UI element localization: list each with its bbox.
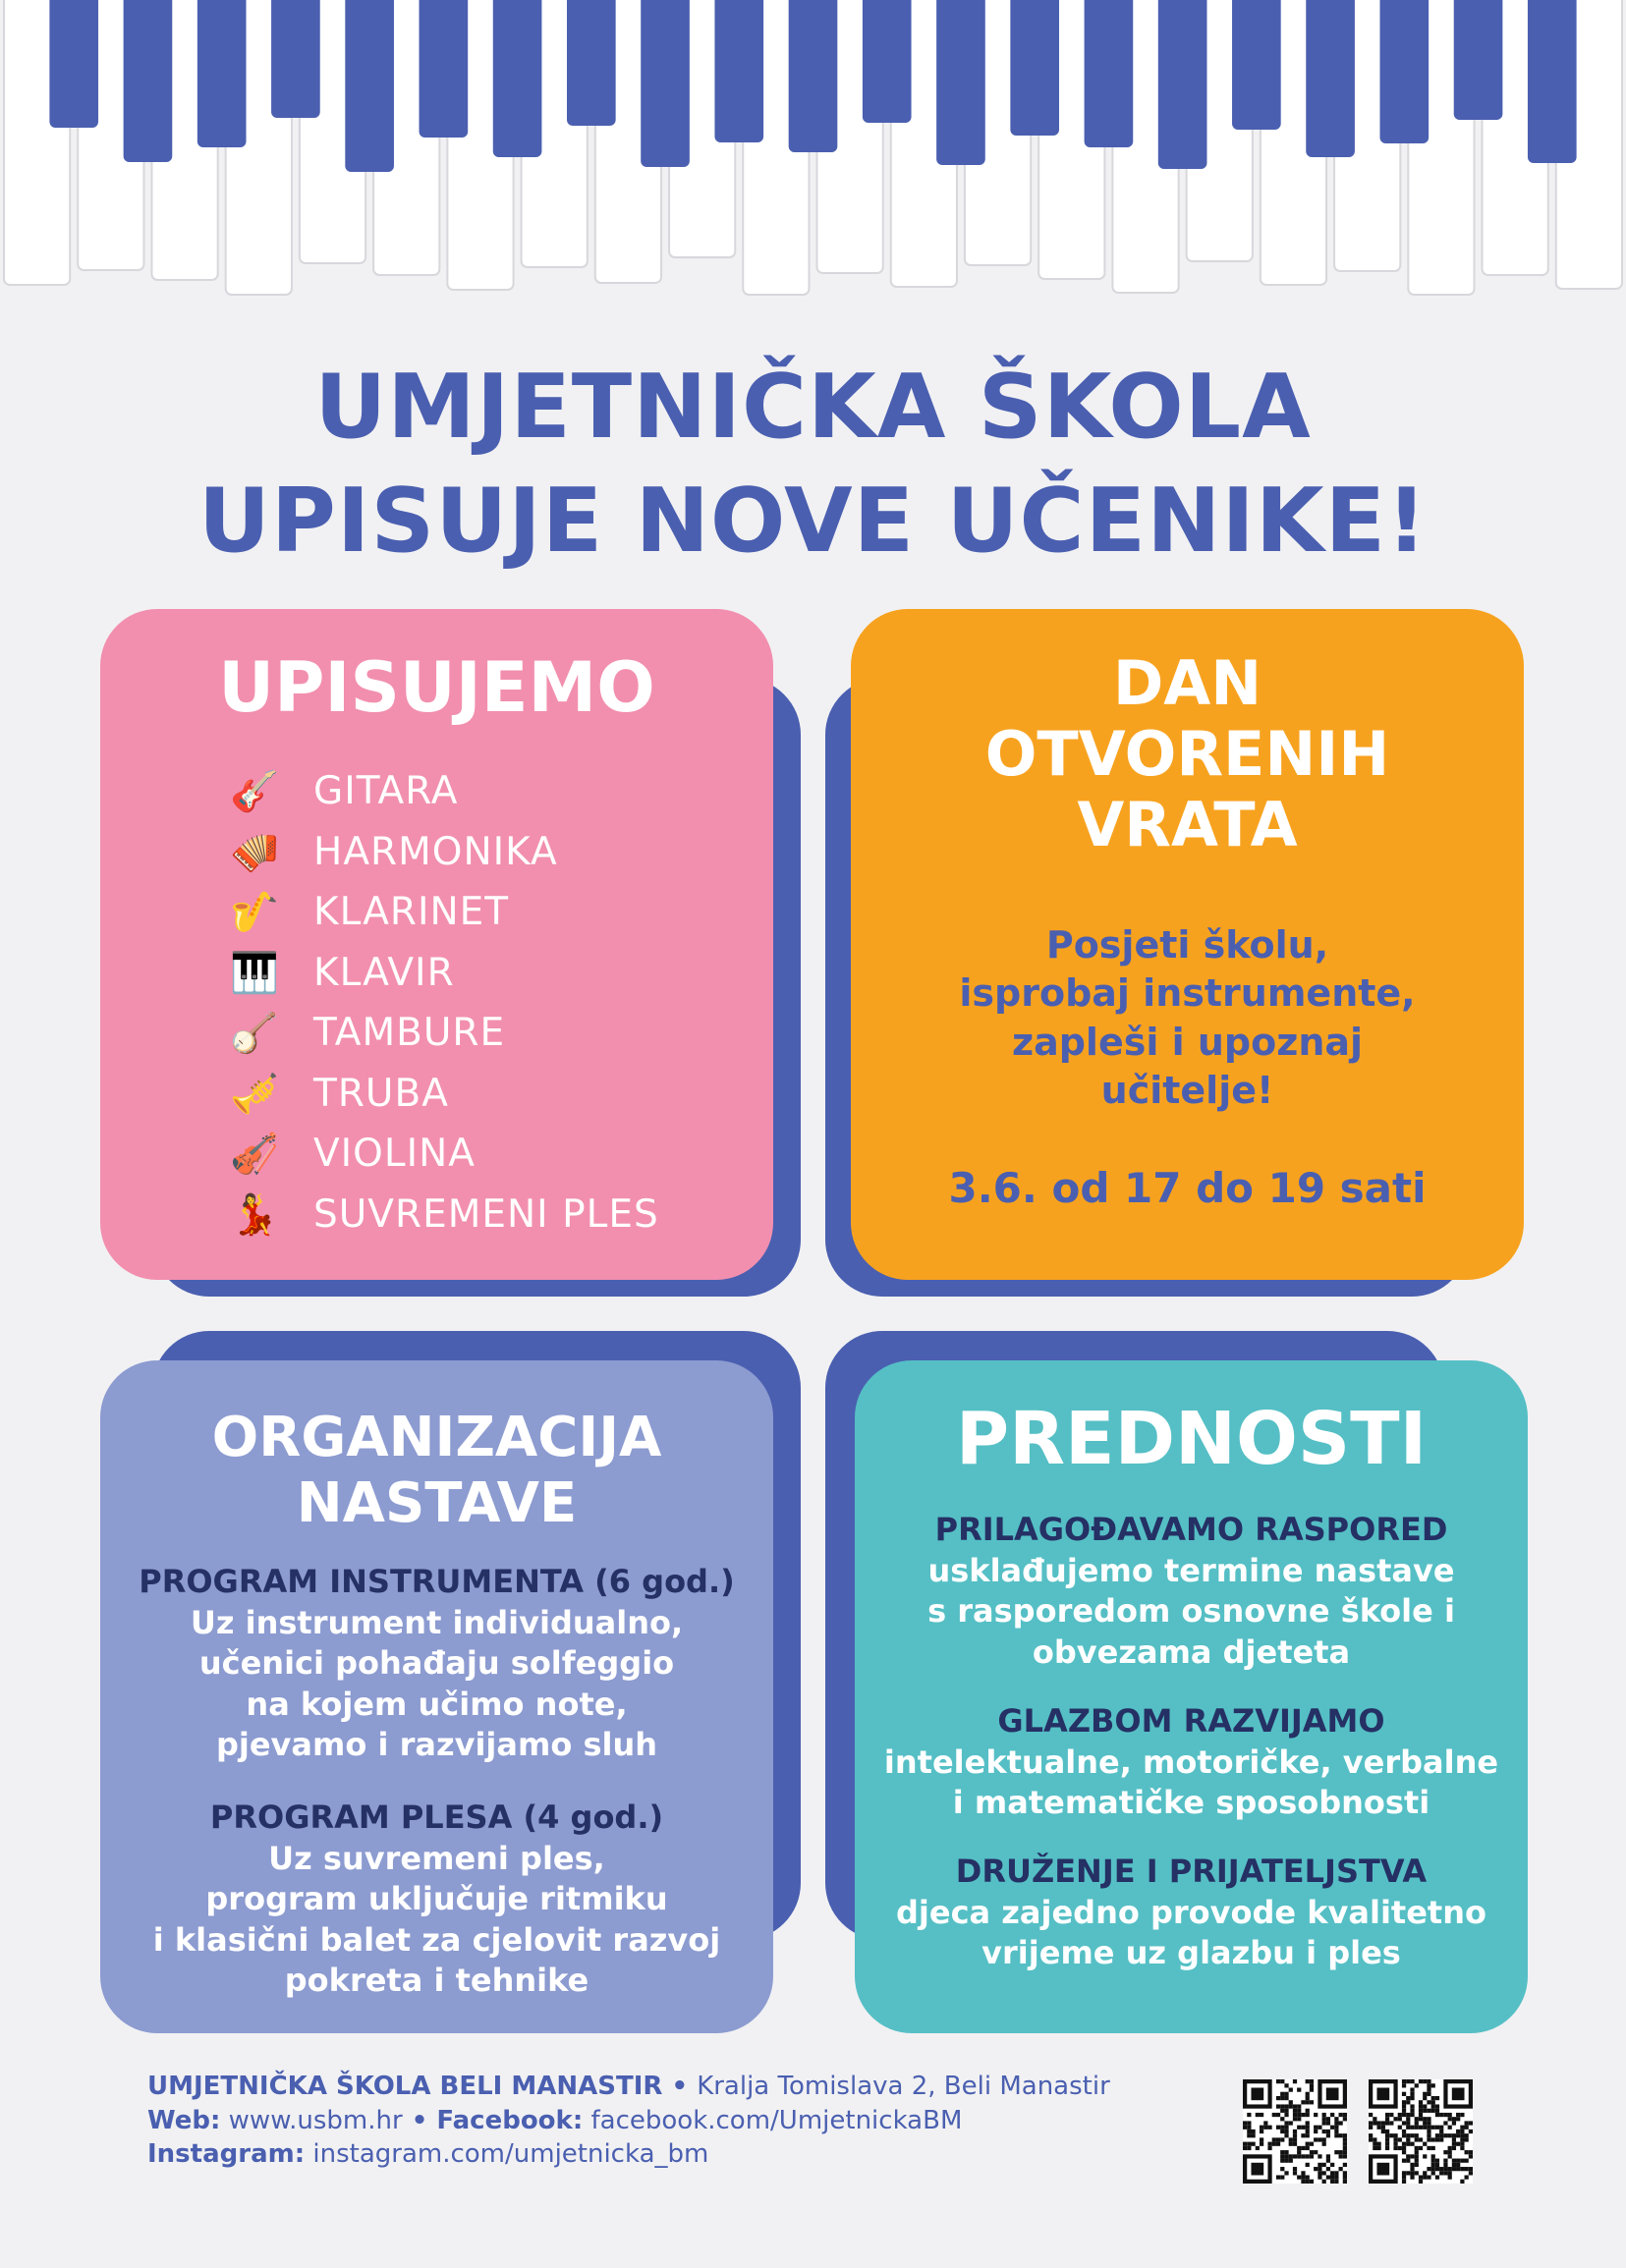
piano-keys-decoration [0,0,1626,324]
dan-heading [851,648,1524,860]
instrument-label: TAMBURE [313,1011,506,1056]
footer-line2 [147,2104,1110,2138]
piano-black-key [49,0,98,128]
dan-description [851,921,1524,1116]
instrument-label: VIOLINA [313,1132,476,1177]
program-plesa-line3: i klasični balet za cjelovit razvoj [152,1920,721,1959]
instrument-item [223,1064,659,1125]
prednosti-heading: PREDNOSTI [955,1397,1428,1481]
dan-date: 3.6. od 17 do 19 sati [948,1164,1427,1212]
glazbom-title: GLAZBOM RAZVIJAMO [997,1702,1385,1740]
instrument-label: SUVREMENI PLES [313,1191,659,1237]
piano-black-key [1379,0,1429,143]
guitar-icon: 🎸 [230,769,279,815]
tambura-icon: 🪕 [230,1011,279,1057]
dan-otvorenih-vrata-panel [851,609,1524,1280]
footer-contact [147,2070,1110,2172]
instrument-item [223,822,659,883]
organizacija-heading-line2: NASTAVE [296,1471,578,1536]
instrument-label: HARMONIKA [313,829,558,874]
program-plesa-line4: pokreta i tehnike [284,1962,589,2000]
dancer-icon: 💃 [230,1191,279,1238]
dan-heading-line1: DAN [1112,647,1262,719]
piano-black-key [345,0,394,172]
dan-heading-line3: VRATA [1077,788,1298,860]
instrument-label: KLARINET [313,890,510,935]
piano-icon: 🎹 [230,950,279,996]
piano-black-key [1454,0,1503,120]
druzenje-block [855,1852,1528,1974]
dan-desc-line2: isprobaj instrumente, [959,971,1416,1016]
dan-desc-line3: zapleši i upoznaj [1011,1020,1364,1064]
footer-school-name: UMJETNIČKA ŠKOLA BELI MANASTIR [147,2072,663,2101]
program-instrumenta-block [100,1562,773,1766]
program-instrumenta-line1: Uz instrument individualno, [190,1603,684,1641]
footer-address: Kralja Tomislava 2, Beli Manastir [697,2072,1110,2101]
footer-separator: • [402,2105,437,2135]
piano-black-key [641,0,690,167]
piano-black-key [1085,0,1134,147]
instrument-label: GITARA [313,769,459,814]
organizacija-heading-line1: ORGANIZACIJA [211,1406,662,1469]
program-instrumenta-line4: pjevamo i razvijamo sluh [215,1726,658,1764]
piano-black-key [936,0,985,165]
glazbom-line2: i matematičke sposobnosti [952,1784,1430,1822]
poster-title-line2: UPISUJE NOVE UČENIKE! [197,470,1429,573]
footer-line3 [147,2137,1110,2172]
program-instrumenta-line3: na kojem učimo note, [246,1685,628,1723]
program-instrumenta-line2: učenici pohađaju solfeggio [198,1644,675,1683]
piano-black-key [1528,0,1577,163]
raspored-block [855,1510,1528,1673]
program-plesa-title: PROGRAM PLESA (4 god.) [209,1798,664,1836]
instrument-item [223,761,659,822]
glazbom-line1: intelektualne, motoričke, verbalne [883,1742,1499,1781]
footer-web-label: Web: [147,2105,221,2135]
program-instrumenta-title: PROGRAM INSTRUMENTA (6 god.) [139,1563,735,1600]
program-plesa-block [100,1798,773,2002]
qr-code-2[interactable] [1369,2079,1473,2184]
program-plesa-line1: Uz suvremeni ples, [268,1839,605,1877]
organizacija-heading [100,1405,773,1536]
prednosti-panel [855,1360,1528,2033]
clarinet-icon: 🎷 [230,890,279,936]
instrument-item [223,882,659,943]
piano-black-key [863,0,912,123]
piano-black-key [493,0,542,157]
footer-separator: • [662,2072,698,2101]
piano-black-key [714,0,763,142]
program-plesa-line2: program uključuje ritmiku [205,1880,668,1918]
raspored-line2: s rasporedom osnovne škole i [927,1592,1455,1631]
footer-facebook-link[interactable]: facebook.com/UmjetnickaBM [590,2105,963,2135]
footer-instagram-link[interactable]: instagram.com/umjetnicka_bm [312,2139,709,2170]
raspored-line3: obvezama djeteta [1032,1632,1351,1671]
poster-title-line1: UMJETNIČKA ŠKOLA [314,356,1312,459]
glazbom-block [855,1701,1528,1824]
instrument-item [223,943,659,1004]
instrument-label: KLAVIR [313,950,455,995]
instrument-item [223,1185,659,1245]
trumpet-icon: 🎺 [230,1071,279,1117]
piano-black-key [197,0,247,147]
footer-web-link[interactable]: www.usbm.hr [228,2105,403,2135]
piano-black-key [420,0,469,138]
upisujemo-panel [100,609,773,1280]
instrument-item [223,1003,659,1064]
piano-black-key [1010,0,1059,136]
instrument-label: TRUBA [313,1071,449,1116]
dan-desc-line1: Posjeti školu, [1045,923,1329,967]
organizacija-panel [100,1360,773,2033]
piano-black-key [1158,0,1207,169]
instrument-list [223,761,659,1245]
footer-facebook-label: Facebook: [436,2105,584,2135]
instrument-item [223,1124,659,1185]
dan-desc-line4: učitelje! [1100,1069,1274,1113]
violin-icon: 🎻 [230,1132,279,1178]
piano-black-key [271,0,320,118]
piano-black-key [1306,0,1355,157]
dan-heading-line2: OTVORENIH [984,717,1390,790]
accordion-icon: 🪗 [230,829,279,875]
footer-line1 [147,2070,1110,2104]
druzenje-title: DRUŽENJE I PRIJATELJSTVA [955,1853,1428,1890]
qr-code-1[interactable] [1243,2079,1347,2184]
piano-black-key [1232,0,1281,130]
piano-black-key [789,0,838,152]
raspored-title: PRILAGOĐAVAMO RASPORED [934,1511,1448,1548]
upisujemo-heading: UPISUJEMO [218,647,655,728]
piano-black-key [124,0,173,162]
druzenje-line1: djeca zajedno provode kvalitetno [896,1893,1486,1931]
raspored-line1: usklađujemo termine nastave [927,1551,1455,1589]
footer-instagram-label: Instagram: [147,2139,306,2170]
druzenje-line2: vrijeme uz glazbu i ples [981,1934,1401,1972]
piano-black-key [567,0,616,126]
